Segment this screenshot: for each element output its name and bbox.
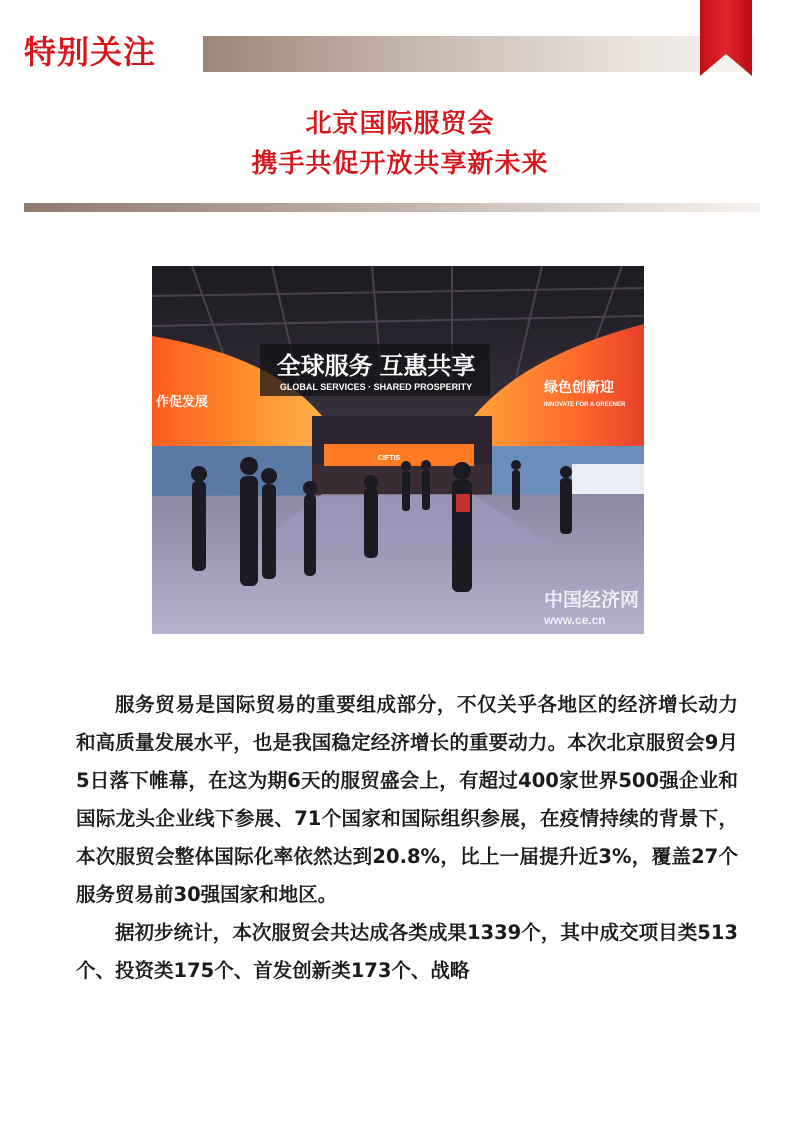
article-title-line-1: 北京国际服贸会 (305, 109, 495, 139)
header-gradient-bar (203, 36, 755, 72)
section-label: 特别关注 (24, 33, 157, 71)
photo-watermark-url: www.ce.cn (544, 613, 606, 627)
photo-center-logo: CIFTIS (378, 455, 401, 462)
photo-banner-cn: 全球服务 互惠共享 (276, 353, 476, 380)
title-divider (24, 203, 760, 212)
photo-right-sign: 绿色创新迎 (544, 379, 614, 395)
article-paragraph: 服务贸易是国际贸易的重要组成部分，不仅关乎各地区的经济增长动力和高质量发展水平，也是我国稳定经济增长的重要动力。本次北京服贸会9月5日落下帷幕，在这为期6天的服贸盛会上，有超过400家世界500强企业和国际龙头企业线下参展、71个国家和国际组织参展，在疫情持续的背景下，本次服贸会整体国际化率依然达到20.8%，比上一届提升近3%，覆盖27个服务贸易前30强国家和地区。 (76, 693, 738, 906)
photo-right-sign-en: INNOVATE FOR A GREENER (544, 402, 626, 408)
bookmark-ribbon-icon (700, 0, 752, 76)
section-header (0, 28, 800, 76)
exhibition-hall-photo (152, 266, 644, 634)
article-paragraph: 据初步统计，本次服贸会共达成各类成果1339个，其中成交项目类513个、投资类175个、首发创新类173个、战略 (76, 921, 738, 982)
article-body (76, 686, 738, 990)
photo-left-sign: 作促发展 (156, 394, 209, 409)
article-title-line-2: 携手共促开放共享新未来 (251, 149, 549, 179)
photo-banner-en: GLOBAL SERVICES · SHARED PROSPERITY (279, 382, 473, 392)
photo-watermark-cn: 中国经济网 (544, 590, 640, 611)
